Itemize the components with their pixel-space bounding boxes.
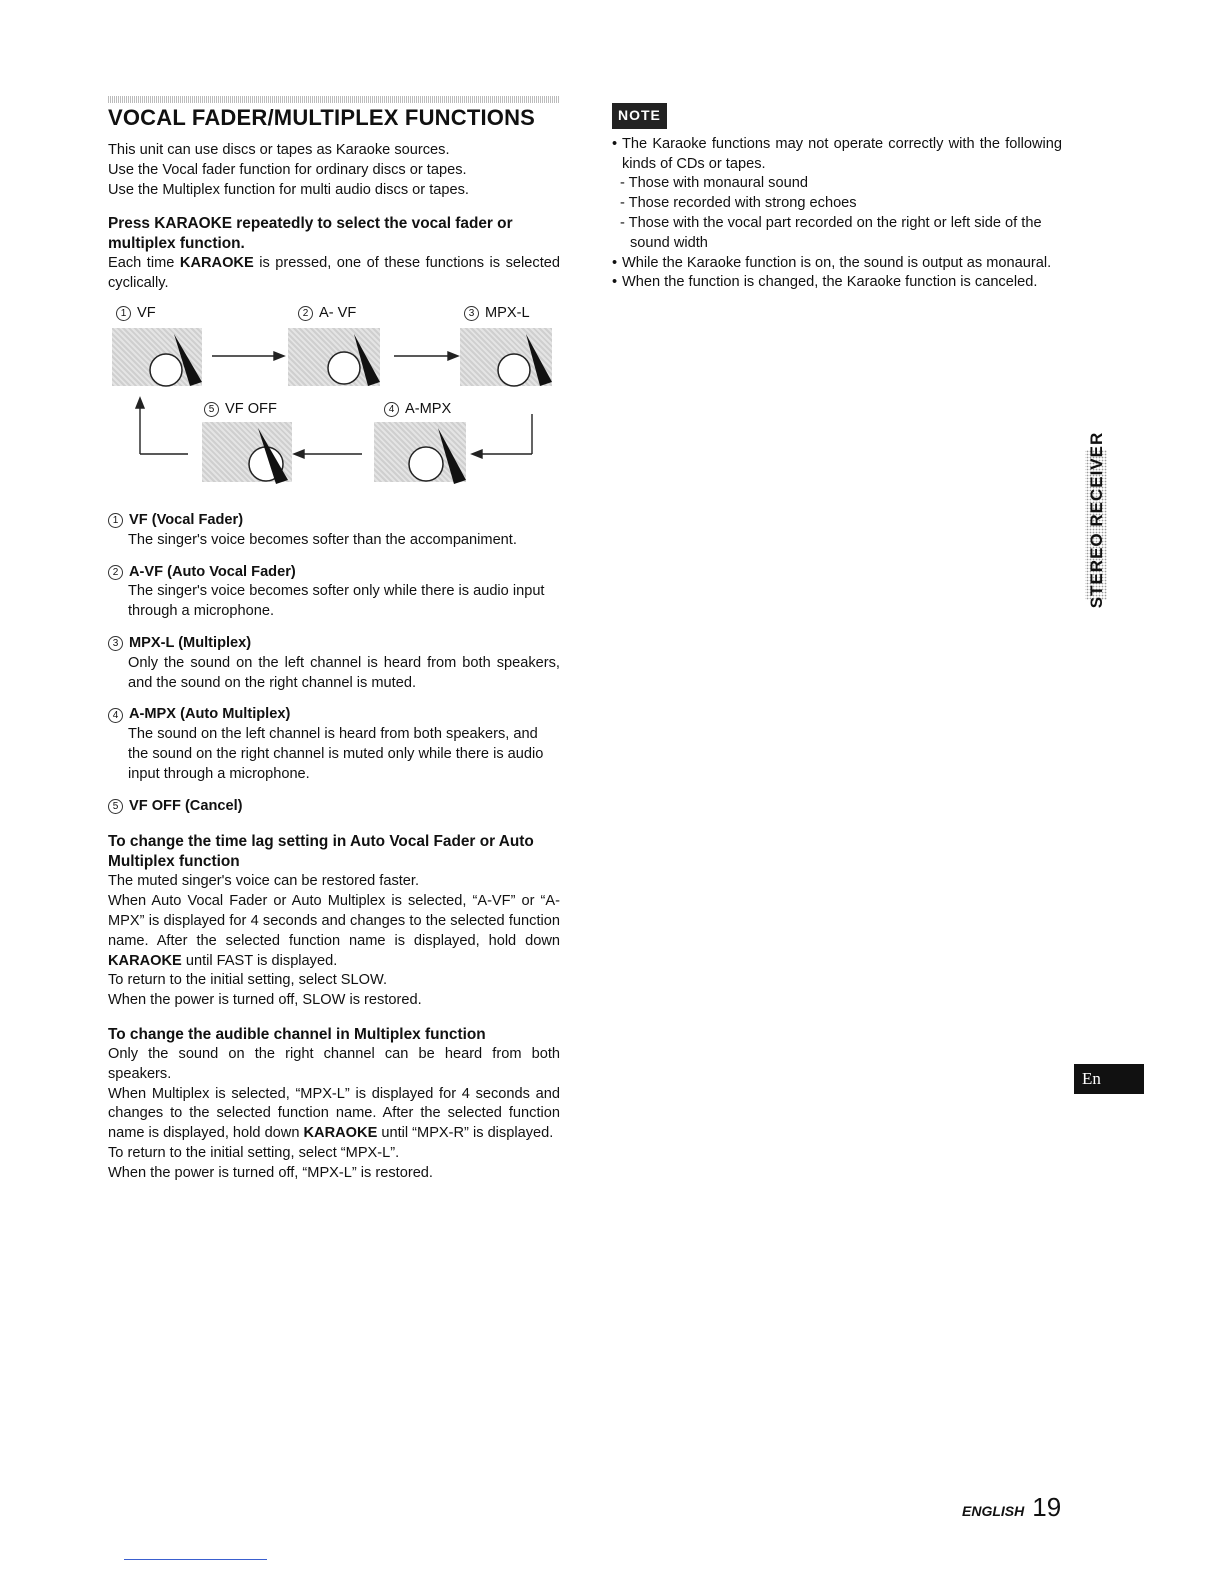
intro-text: [108, 141, 560, 200]
step-number: 5: [204, 402, 219, 417]
step-number: 4: [108, 708, 123, 723]
list-item: [108, 705, 560, 784]
time-lag-heading: To change the time lag setting in Auto Vocal Fader or Auto Multiplex function: [108, 833, 534, 871]
section-side-tab-label: STEREO RECEIVER: [1087, 431, 1106, 609]
karaoke-key-label: KARAOKE: [303, 1125, 378, 1142]
text-run: When Multiplex is selected, “MPX-L” is displayed for 4 seconds and changes to the selected function name. After the selected function name is displayed, hold down: [108, 1085, 560, 1142]
list-item: [108, 511, 560, 551]
step-number: 2: [298, 306, 313, 321]
function-name: A-VF (Auto Vocal Fader): [129, 563, 296, 580]
note-badge-wrap: [612, 103, 1062, 129]
step-text: A- VF: [319, 304, 357, 321]
text-run: Each time: [108, 255, 180, 272]
audible-channel-p3: To return to the initial setting, select “MPX-L”.: [108, 1144, 400, 1161]
text-run: is pressed, one of these functions is selected cyclically.: [108, 255, 560, 292]
audible-channel-p4: When the power is turned off, “MPX-L” is restored.: [108, 1164, 433, 1181]
step-number: 2: [108, 565, 123, 580]
note-sub-item: - Those recorded with strong echoes: [620, 195, 857, 212]
press-karaoke-body: [108, 254, 560, 294]
list-item: [108, 563, 560, 622]
step-number: 4: [384, 402, 399, 417]
left-column: [108, 96, 560, 1184]
page-number: 19: [1032, 1492, 1062, 1522]
note-column: [612, 103, 1062, 293]
function-heading: [108, 563, 560, 583]
note-bullet: • When the function is changed, the Karaoke function is canceled.: [612, 273, 1062, 293]
time-lag-p4: When the power is turned off, SLOW is restored.: [108, 992, 422, 1009]
function-description: The singer's voice becomes softer than the accompaniment.: [128, 531, 517, 548]
function-description: Only the sound on the left channel is heard from both speakers, and the sound on the right channel is muted.: [128, 654, 560, 691]
text-run: until “MPX-R” is displayed.: [377, 1125, 554, 1142]
step-number: 1: [108, 513, 123, 528]
audible-channel-p1: Only the sound on the right channel can be heard from both speakers.: [108, 1045, 560, 1082]
audible-channel-p2: [108, 1085, 560, 1144]
footer-language: ENGLISH: [962, 1503, 1025, 1519]
function-heading: [108, 705, 560, 725]
step-text: A-MPX: [405, 400, 452, 417]
intro-line: Use the Vocal fader function for ordinary discs or tapes.: [108, 161, 467, 178]
step-number: 3: [108, 636, 123, 651]
bottom-rule: [124, 1559, 267, 1560]
note-badge: NOTE: [612, 103, 667, 129]
language-badge: En: [1074, 1064, 1144, 1094]
title-rule: [108, 96, 560, 103]
return-arrow-icon: [136, 398, 188, 454]
function-heading: [108, 511, 560, 531]
step-text: MPX-L: [485, 304, 530, 321]
time-lag-p2: [108, 892, 560, 971]
intro-line: This unit can use discs or tapes as Karaoke sources.: [108, 142, 450, 158]
step-number: 3: [464, 306, 479, 321]
function-name: A-MPX (Auto Multiplex): [129, 706, 291, 723]
step-number: 5: [108, 799, 123, 814]
step-text: VF: [137, 304, 156, 321]
page-title: VOCAL FADER/MULTIPLEX FUNCTIONS: [108, 105, 536, 130]
function-name: MPX-L (Multiplex): [129, 634, 252, 651]
karaoke-key-label: KARAOKE: [179, 255, 254, 272]
text-run: When Auto Vocal Fader or Auto Multiplex is selected, “A-VF” or “A-MPX” is displayed for 4 seconds and changes to the selected function name. After the selected function name is displayed, hold down: [108, 893, 560, 949]
list-item: [108, 634, 560, 693]
function-heading: [108, 634, 560, 654]
diagram-drawing: [108, 304, 560, 499]
page-footer: [962, 1492, 1061, 1523]
arrow-left-icon: [294, 414, 532, 458]
step-number: 1: [116, 306, 131, 321]
time-lag-p3: To return to the initial setting, select SLOW.: [108, 972, 388, 989]
note-bullet: • While the Karaoke function is on, the sound is output as monaural.: [612, 254, 1062, 274]
list-item: [108, 797, 560, 817]
text-run: until FAST is displayed.: [181, 952, 338, 969]
step-text: VF OFF: [225, 400, 277, 417]
function-list: [108, 511, 560, 816]
function-description: The sound on the left channel is heard from both speakers, and the sound on the right channel is muted only while there is audio input through a microphone.: [128, 726, 544, 782]
note-sub-item: - Those with the vocal part recorded on the right or left side of the sound width: [620, 214, 1042, 251]
function-heading: [108, 797, 560, 817]
time-lag-p1: The muted singer's voice can be restored faster.: [108, 873, 420, 890]
volume-knob-icon: [150, 352, 530, 481]
press-karaoke-heading: Press KARAOKE repeatedly to select the vocal fader or multiplex function.: [108, 215, 513, 253]
function-name: VF (Vocal Fader): [129, 511, 244, 528]
note-sub-item: - Those with monaural sound: [620, 175, 808, 192]
function-cycle-diagram: [108, 304, 560, 499]
karaoke-key-label: KARAOKE: [108, 952, 182, 969]
note-bullet: • The Karaoke functions may not operate correctly with the following kinds of CDs or tapes.: [612, 135, 1062, 175]
audible-channel-heading: To change the audible channel in Multiplex function: [108, 1025, 486, 1043]
function-description: The singer's voice becomes softer only while there is audio input through a microphone.: [128, 583, 545, 620]
function-name: VF OFF (Cancel): [129, 797, 243, 814]
intro-line: Use the Multiplex function for multi audio discs or tapes.: [108, 181, 469, 198]
